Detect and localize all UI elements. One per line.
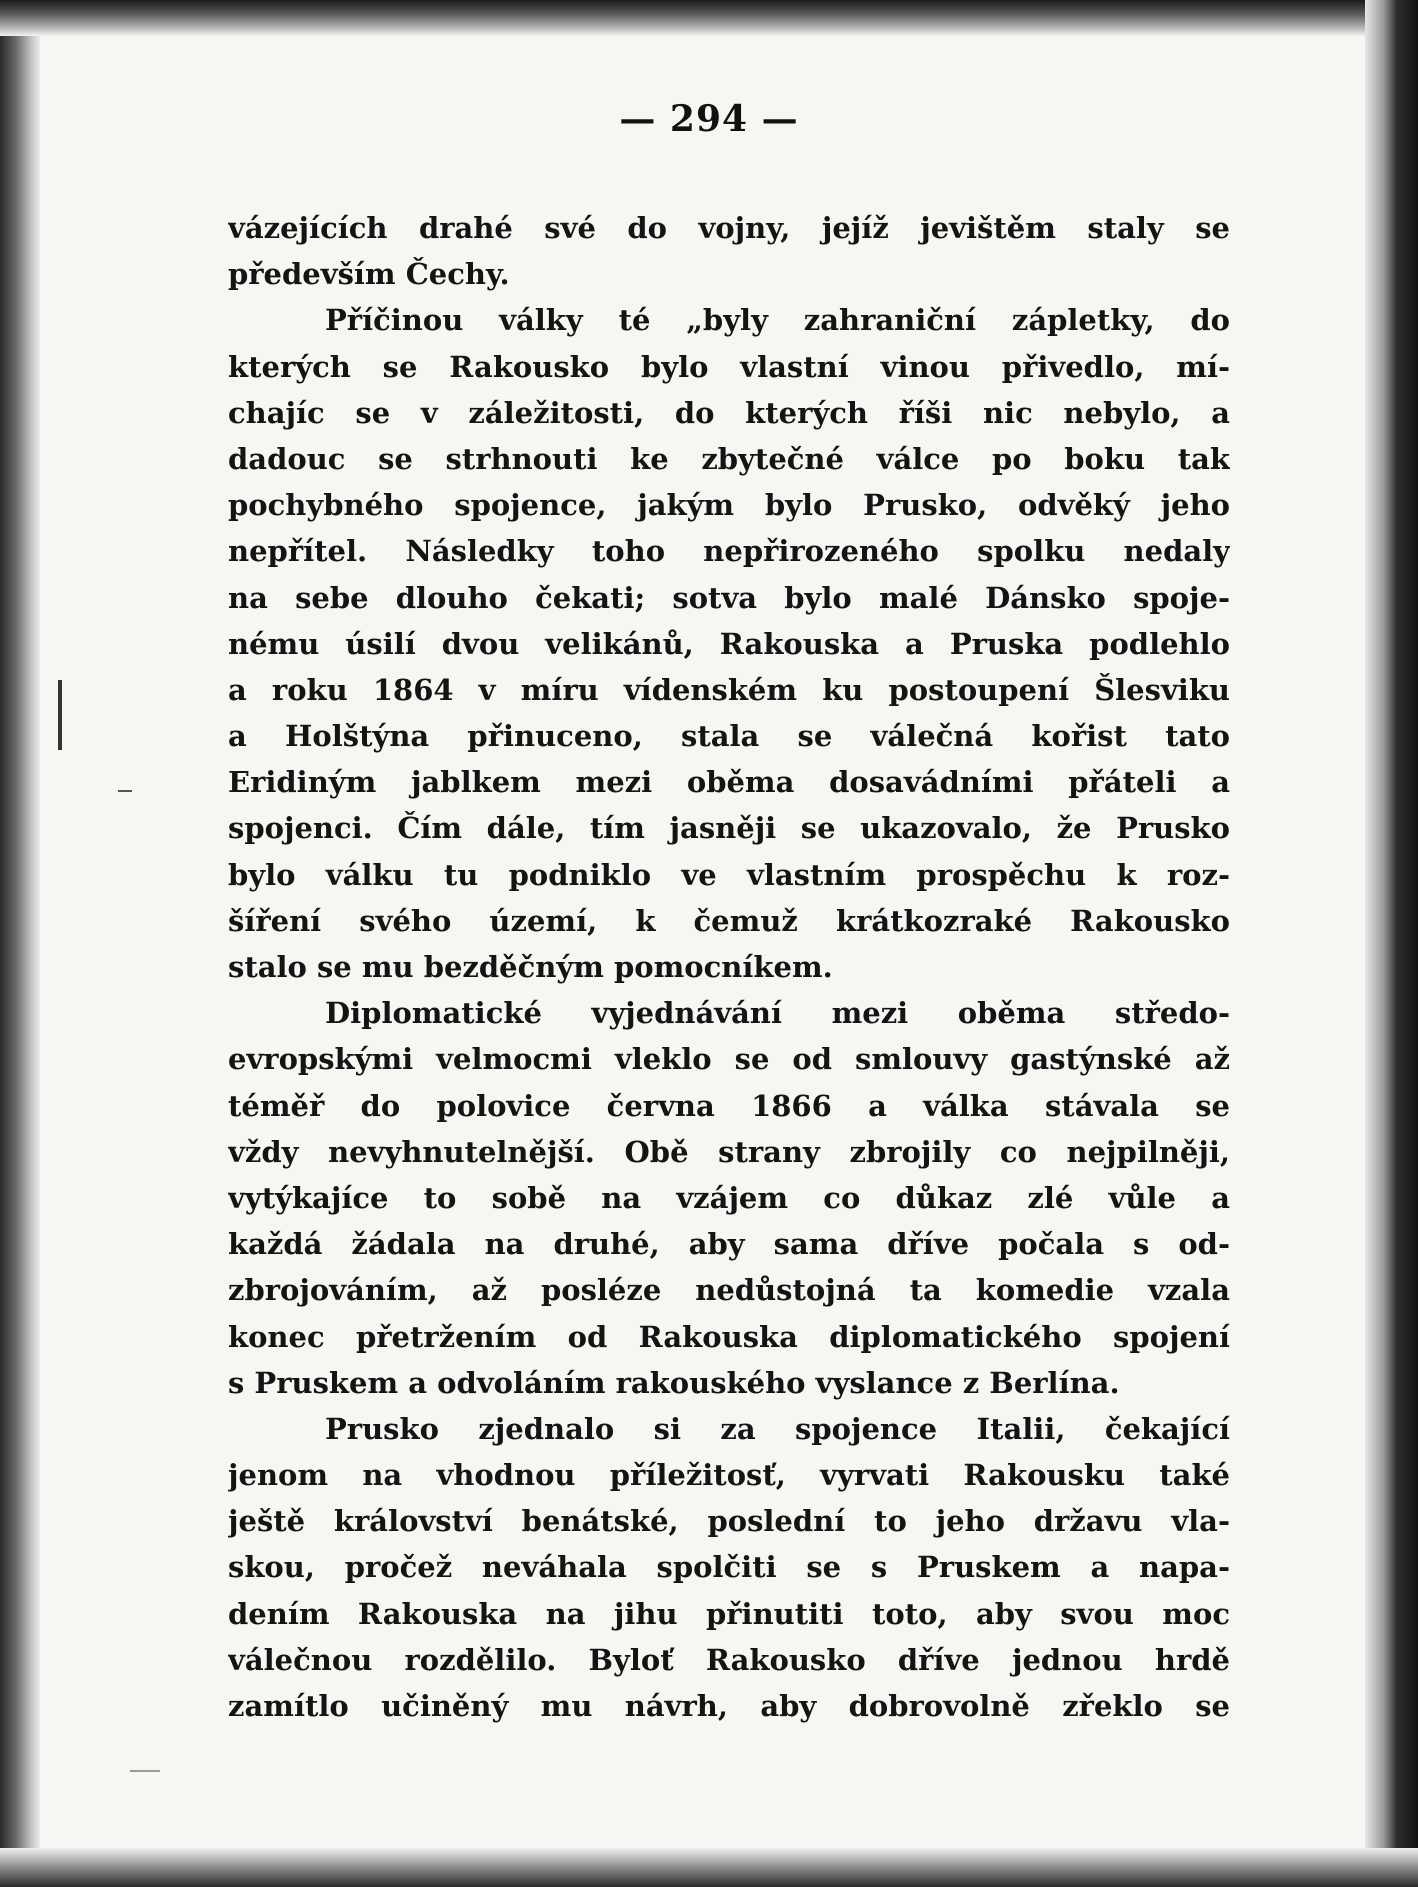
body-text	[228, 205, 1230, 1729]
text-line: vždy nevyhnutelnější. Obě strany zbrojily co nejpilněji,	[228, 1134, 1230, 1169]
text-line: kterých se Rakousko bylo vlastní vinou přivedlo, mí-	[228, 349, 1230, 384]
text-line: válečnou rozdělilo. Byloť Rakousko dříve jednou hrdě	[228, 1642, 1230, 1677]
text-line: pochybného spojence, jakým bylo Prusko, odvěký jeho	[228, 488, 1230, 523]
text-line: šíření svého území, k čemuž krátkozraké Rakousko	[228, 903, 1230, 938]
top-scan-edge	[0, 0, 1418, 36]
text-line: Prusko zjednalo si za spojence Italii, čekající	[325, 1411, 1230, 1446]
text-line: především Čechy.	[228, 257, 510, 292]
text-line: každá žádala na druhé, aby sama dříve počala s od-	[228, 1227, 1230, 1262]
text-line: dadouc se strhnouti ke zbytečné válce po boku tak	[228, 441, 1230, 476]
page-number: — 294 —	[619, 98, 799, 140]
text-line: Diplomatické vyjednávání mezi oběma středo-	[325, 996, 1230, 1031]
text-line: bylo válku tu podniklo ve vlastním prospěchu k roz-	[228, 857, 1230, 892]
text-line: vázejících drahé své do vojny, jejíž jevištěm staly se	[228, 211, 1230, 245]
bottom-scan-edge	[0, 1848, 1418, 1887]
text-line: a roku 1864 v míru vídenském ku postoupení Šlesviku	[228, 672, 1230, 707]
text-line: zbrojováním, až posléze nedůstojná ta komedie vzala	[228, 1273, 1230, 1308]
text-line: a Holštýna přinuceno, stala se válečná kořist tato	[228, 719, 1230, 754]
text-line: Eridiným jablkem mezi oběma dosavádními přáteli a	[228, 765, 1230, 800]
text-line: konec přetržením od Rakouska diplomatického spojení	[228, 1319, 1230, 1354]
text-line: nému úsilí dvou velikánů, Rakouska a Pruska podlehlo	[228, 626, 1230, 661]
margin-speck	[118, 790, 132, 792]
margin-speck	[58, 680, 62, 750]
text-line: na sebe dlouho čekati; sotva bylo malé Dánsko spoje-	[228, 580, 1230, 615]
text-line: spojenci. Čím dále, tím jasněji se ukazovalo, že Prusko	[228, 811, 1230, 846]
right-gutter-shadow	[1365, 0, 1418, 1887]
margin-speck	[130, 1770, 160, 1772]
text-line: chajíc se v záležitosti, do kterých říši nic nebylo, a	[228, 395, 1230, 430]
text-line: stalo se mu bezděčným pomocníkem.	[228, 950, 833, 984]
text-line: zamítlo učiněný mu návrh, aby dobrovolně zřeklo se	[228, 1689, 1230, 1723]
text-line: s Pruskem a odvoláním rakouského vyslance z Berlína.	[228, 1365, 1120, 1400]
text-line: skou, pročež neváhala spolčiti se s Pruskem a napa-	[228, 1550, 1230, 1585]
text-line: ještě království benátské, poslední to jeho državu vla-	[228, 1504, 1230, 1539]
text-line: téměř do polovice června 1866 a válka stávala se	[228, 1088, 1230, 1123]
left-binding-shadow	[0, 0, 40, 1887]
text-line: jenom na vhodnou příležitosť, vyrvati Rakousku také	[228, 1458, 1230, 1493]
text-line: vytýkajíce to sobě na vzájem co důkaz zlé vůle a	[228, 1180, 1230, 1215]
text-line: Příčinou války té „byly zahraniční zápletky, do	[325, 303, 1230, 338]
text-line: nepřítel. Následky toho nepřirozeného spolku nedaly	[228, 534, 1230, 569]
text-line: evropskými velmocmi vleklo se od smlouvy gastýnské až	[228, 1042, 1230, 1077]
text-line: dením Rakouska na jihu přinutiti toto, aby svou moc	[228, 1596, 1230, 1631]
